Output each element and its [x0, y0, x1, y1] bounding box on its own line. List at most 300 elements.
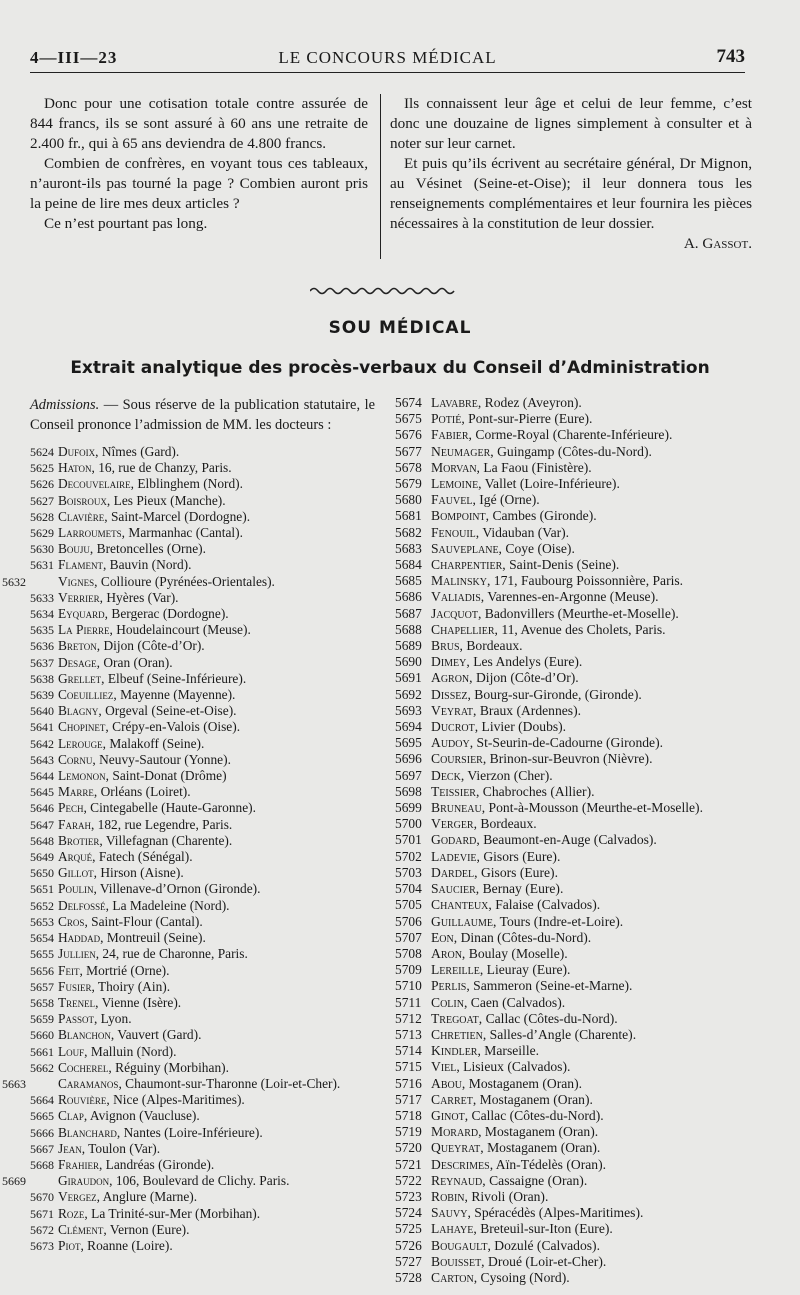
doctor-name: Larroumets, [58, 525, 126, 541]
doctor-name: Bougault, [431, 1237, 491, 1253]
list-item [395, 930, 765, 946]
list-item [395, 881, 765, 897]
doctor-name: Frahier, [58, 1156, 103, 1172]
doctor-location: Bretoncelles (Orne). [96, 541, 206, 557]
article-right-column [390, 94, 752, 254]
list-item [395, 427, 765, 443]
doctor-name: Ducrot, [431, 719, 479, 735]
doctor-name: Vergez, [58, 1189, 101, 1205]
doctor-name: Guillaume, [431, 913, 497, 929]
admission-number: 5691 [395, 670, 422, 686]
doctor-location: Boulay (Moselle). [468, 945, 568, 961]
doctor-location: Bauvin (Nord). [109, 557, 192, 573]
doctor-location: Beaumont-en-Auge (Calvados). [483, 832, 657, 848]
paragraph: Ce n’est pourtant pas long. [44, 215, 208, 232]
list-item [395, 832, 765, 848]
doctor-location: Corme-Royal (Charente-Inférieure). [475, 427, 673, 443]
doctor-location: Nice (Alpes-Maritimes). [113, 1092, 245, 1108]
doctor-name: Dufoix, [58, 444, 99, 459]
doctor-name: Descrimes, [431, 1156, 494, 1172]
list-item [395, 751, 765, 767]
admission-number: 5715 [395, 1059, 422, 1075]
doctor-location: Hyères (Var). [106, 589, 179, 605]
list-item [395, 1059, 765, 1075]
list-item [30, 1157, 375, 1173]
admission-number: 5642 [30, 736, 54, 751]
doctor-location: Les Andelys (Eure). [473, 654, 583, 670]
doctor-name: Sauveplane, [431, 540, 502, 556]
admission-number: 5685 [395, 573, 422, 589]
doctor-location: Salles-d’Angle (Charente). [489, 1026, 637, 1042]
admission-number: 5727 [395, 1253, 422, 1269]
list-item [395, 557, 765, 573]
doctor-location: Mostaganem (Oran). [487, 1140, 601, 1156]
doctor-location: Rodez (Aveyron). [484, 395, 582, 410]
list-item [395, 1270, 765, 1286]
doctor-name: Poulin, [58, 881, 97, 897]
list-item [2, 1075, 375, 1092]
list-item [395, 589, 765, 605]
list-item [30, 1189, 375, 1205]
list-item [30, 800, 375, 816]
doctor-name: Jacquot, [431, 605, 482, 621]
list-item [395, 508, 765, 524]
list-item [395, 492, 765, 508]
doctor-location: Hirson (Aisne). [100, 865, 184, 881]
doctor-name: Malinsky, [431, 573, 491, 589]
article-end [30, 94, 750, 264]
doctor-name: Breton, [58, 638, 101, 654]
list-item [30, 655, 375, 671]
list-item [2, 573, 375, 590]
admission-number: 5718 [395, 1107, 422, 1123]
doctor-name: Jullien, [58, 946, 100, 962]
doctor-name: Bompoint, [431, 508, 490, 524]
author-signature: A. Gassot. [683, 235, 752, 252]
admission-number: 5712 [395, 1010, 422, 1026]
doctor-location: Gisors (Eure). [480, 864, 558, 880]
admission-number: 5652 [30, 898, 54, 913]
list-item [30, 930, 375, 946]
admission-number: 5624 [30, 445, 54, 459]
doctor-location: Dijon (Côte-d’Or). [103, 638, 205, 654]
doctor-location: Guingamp (Côtes-du-Nord). [497, 443, 652, 459]
doctor-name: Colin, [431, 994, 468, 1010]
list-item [30, 963, 375, 979]
admission-number: 5723 [395, 1188, 422, 1204]
admission-number: 5659 [30, 1012, 54, 1027]
admission-number: 5707 [395, 929, 422, 945]
admission-number: 5645 [30, 785, 54, 800]
admission-number: 5657 [30, 979, 54, 994]
list-item [2, 1173, 375, 1189]
admissions-text: — Sous réserve de la publication statutaire, le Conseil prononce l’admission de MM. les docteurs : [30, 397, 375, 433]
doctor-name: Delfossé, [58, 897, 110, 913]
list-item [395, 946, 765, 962]
admission-number: 5638 [30, 671, 54, 686]
section-subtitle: Extrait analytique des procès-verbaux du Conseil d’Administration [70, 358, 710, 378]
doctor-name: Roze, [58, 1205, 88, 1221]
doctor-location: La Madeleine (Nord). [112, 897, 230, 913]
doctor-location: Avignon (Vaucluse). [89, 1108, 200, 1124]
admission-number: 5689 [395, 638, 422, 654]
list-item [395, 1027, 765, 1043]
admission-number: 5675 [395, 411, 422, 427]
admission-number: 5721 [395, 1156, 422, 1172]
list-item [395, 1173, 765, 1189]
doctor-name: Cornu, [58, 751, 96, 767]
admission-number: 5728 [395, 1269, 422, 1285]
doctor-location: Lisieux (Calvados). [463, 1059, 571, 1075]
doctor-location: La Faou (Finistère). [483, 459, 592, 475]
doctor-location: Malluin (Nord). [90, 1043, 177, 1059]
list-item [30, 671, 375, 687]
doctor-name: Dissez, [431, 686, 471, 702]
doctor-location: Lieuray (Eure). [486, 962, 571, 978]
doctor-name: Verrier, [58, 589, 104, 605]
doctor-location: Cassaigne (Oran). [489, 1172, 588, 1188]
admission-number: 5648 [30, 833, 54, 848]
admission-number: 5678 [395, 459, 422, 475]
admission-number: 5726 [395, 1237, 422, 1253]
doctor-name: Lemoine, [431, 476, 482, 492]
admission-number: 5692 [395, 686, 422, 702]
doctor-location: Pont-sur-Pierre (Eure). [468, 411, 593, 427]
doctor-location: 171, Faubourg Poissonnière, Paris. [493, 573, 684, 589]
list-item [30, 849, 375, 865]
doctor-name: Saucier, [431, 881, 480, 897]
admission-number: 5665 [30, 1109, 54, 1124]
doctor-location: Brinon-sur-Beuvron (Nièvre). [489, 751, 653, 767]
doctor-location: Oran (Oran). [103, 654, 173, 670]
doctor-name: Boisroux, [58, 492, 111, 508]
list-item [30, 1238, 375, 1254]
admission-number: 5656 [30, 963, 54, 978]
list-item [30, 1108, 375, 1124]
doctor-location: Vauvert (Gard). [117, 1027, 202, 1043]
admission-number: 5634 [30, 607, 54, 622]
doctor-name: Pech, [58, 800, 87, 816]
doctor-location: Cysoing (Nord). [480, 1269, 570, 1285]
doctor-name: Clap, [58, 1108, 88, 1124]
list-item [30, 590, 375, 606]
admission-number: 5669 [2, 1174, 26, 1189]
doctor-name: Lahaye, [431, 1221, 477, 1237]
doctor-location: Breteuil-sur-Iton (Eure). [480, 1221, 613, 1237]
doctor-name: Carret, [431, 1091, 477, 1107]
list-item [395, 638, 765, 654]
doctor-location: Dozulé (Calvados). [494, 1237, 600, 1253]
admission-number: 5674 [395, 395, 422, 410]
list-item [30, 1222, 375, 1238]
admission-number: 5636 [30, 639, 54, 654]
doctor-name: Viel, [431, 1059, 460, 1075]
list-item [395, 411, 765, 427]
doctor-location: 11, Avenue des Cholets, Paris. [501, 621, 666, 637]
doctor-location: Cintegabelle (Haute-Garonne). [90, 800, 256, 816]
doctor-location: Cambes (Gironde). [492, 508, 597, 524]
doctor-location: Spéracédès (Alpes-Maritimes). [474, 1205, 644, 1221]
doctor-name: Valiadis, [431, 589, 485, 605]
admission-number: 5658 [30, 995, 54, 1010]
list-item [30, 1092, 375, 1108]
list-item [30, 493, 375, 509]
admissions-list-right [395, 395, 765, 1286]
admission-number: 5704 [395, 881, 422, 897]
issue-number: 4—III—23 [30, 48, 118, 67]
admission-number: 5643 [30, 752, 54, 767]
admission-number: 5639 [30, 688, 54, 703]
admission-number: 5655 [30, 947, 54, 962]
doctor-name: Jean, [58, 1140, 86, 1156]
paragraph: Et puis qu’ils écrivent au secrétaire général, Dr Mignon, au Vésinet (Seine-et-Oise); il leur donnera tous les renseignements complémentaires et leur fournira les pièces nécessaires à la constitution de leur dossier. [390, 155, 752, 232]
list-item [395, 622, 765, 638]
list-item [30, 703, 375, 719]
list-item [395, 573, 765, 589]
doctor-name: Abou, [431, 1075, 466, 1091]
doctor-name: Carton, [431, 1269, 478, 1285]
list-item [395, 1157, 765, 1173]
admission-number: 5670 [30, 1190, 54, 1205]
list-item [395, 1221, 765, 1237]
column-divider [380, 94, 381, 259]
doctor-location: Dinan (Côtes-du-Nord). [460, 929, 592, 945]
doctor-location: Mortrié (Orne). [86, 962, 170, 978]
admission-number: 5629 [30, 526, 54, 541]
list-item [395, 1140, 765, 1156]
admission-number: 5687 [395, 605, 422, 621]
doctor-location: Tours (Indre-et-Loire). [499, 913, 624, 929]
admission-number: 5628 [30, 509, 54, 524]
doctor-location: Bernay (Eure). [482, 881, 564, 897]
list-item [395, 978, 765, 994]
doctor-location: St-Seurin-de-Cadourne (Gironde). [476, 735, 663, 751]
doctor-name: Brotier, [58, 832, 103, 848]
doctor-name: Piot, [58, 1237, 84, 1253]
admission-number: 5699 [395, 800, 422, 816]
doctor-name: Lereille, [431, 962, 484, 978]
doctor-name: Potié, [431, 411, 465, 427]
doctor-name: Blagny, [58, 703, 102, 719]
paragraph: Donc pour une cotisation totale contre assurée de 844 francs, ils se sont assuré à 60 ans une retraite de 2.400 fr., qui à 65 ans deviendra de 4.800 francs. [30, 95, 368, 152]
list-item [30, 1044, 375, 1060]
doctor-name: Queyrat, [431, 1140, 484, 1156]
doctor-name: Gillot, [58, 865, 98, 881]
list-item [30, 865, 375, 881]
admission-number: 5709 [395, 962, 422, 978]
list-item [395, 460, 765, 476]
doctor-location: Droué (Loir-et-Cher). [488, 1253, 607, 1269]
doctor-location: Réguiny (Morbihan). [115, 1059, 229, 1075]
doctor-name: Coeuilliez, [58, 687, 117, 703]
journal-title: LE CONCOURS MÉDICAL [278, 48, 497, 67]
doctor-location: Houdelaincourt (Meuse). [116, 622, 251, 638]
doctor-location: Saint-Donat (Drôme) [112, 768, 227, 784]
doctor-name: Fenouil, [431, 524, 480, 540]
admission-number: 5719 [395, 1124, 422, 1140]
admission-number: 5671 [30, 1206, 54, 1221]
doctor-name: Passot, [58, 1011, 98, 1027]
doctor-location: Lyon. [100, 1011, 132, 1027]
doctor-location: Toulon (Var). [88, 1140, 161, 1156]
doctor-name: Eyquard, [58, 606, 109, 622]
doctor-name: Bruneau, [431, 800, 486, 816]
admission-number: 5662 [30, 1060, 54, 1075]
admission-number: 5666 [30, 1125, 54, 1140]
admission-number: 5649 [30, 850, 54, 865]
doctor-name: Tregoat, [431, 1010, 483, 1026]
doctor-location: 24, rue de Charonne, Paris. [102, 946, 248, 962]
doctor-location: Gisors (Eure). [483, 848, 561, 864]
admission-number: 5725 [395, 1221, 422, 1237]
admission-number: 5682 [395, 524, 422, 540]
admissions-list-left [2, 444, 375, 1254]
list-item [30, 638, 375, 654]
doctor-location: Aïn-Tédelès (Oran). [495, 1156, 606, 1172]
admission-number: 5711 [395, 994, 422, 1010]
doctor-location: Bordeaux. [480, 816, 537, 832]
doctor-location: Bergerac (Dordogne). [111, 606, 229, 622]
list-item [30, 525, 375, 541]
admission-number: 5693 [395, 702, 422, 718]
doctor-location: Neuvy-Sautour (Yonne). [99, 751, 231, 767]
doctor-name: Ladevie, [431, 848, 480, 864]
doctor-location: Saint-Denis (Seine). [509, 557, 620, 573]
list-item [30, 833, 375, 849]
doctor-location: 106, Boulevard de Clichy. Paris. [115, 1173, 290, 1189]
admission-number: 5667 [30, 1141, 54, 1156]
doctor-name: Eon, [431, 929, 458, 945]
doctor-name: Agron, [431, 670, 473, 686]
doctor-name: Reynaud, [431, 1172, 486, 1188]
doctor-location: Montreuil (Seine). [106, 930, 206, 946]
doctor-location: Collioure (Pyrénées-Orientales). [100, 573, 275, 589]
doctor-name: Chretien, [431, 1026, 487, 1042]
list-item [395, 395, 765, 411]
list-item [30, 1206, 375, 1222]
admission-number: 5706 [395, 913, 422, 929]
list-item [395, 897, 765, 913]
admission-number: 5653 [30, 914, 54, 929]
doctor-name: Rouvière, [58, 1092, 110, 1108]
list-item [395, 703, 765, 719]
admissions-right-column [395, 395, 765, 1286]
doctor-location: Vienne (Isère). [101, 994, 182, 1010]
list-item [395, 541, 765, 557]
doctor-name: Bouju, [58, 541, 94, 557]
admission-number: 5696 [395, 751, 422, 767]
doctor-name: Lemonon, [58, 768, 110, 784]
list-item [30, 719, 375, 735]
list-item [395, 784, 765, 800]
doctor-location: Sammeron (Seine-et-Marne). [473, 978, 633, 994]
doctor-location: Anglure (Marne). [102, 1189, 198, 1205]
doctor-location: Marseille. [484, 1043, 540, 1059]
list-item [395, 865, 765, 881]
doctor-name: Audoy, [431, 735, 474, 751]
doctor-location: Vernon (Eure). [109, 1221, 190, 1237]
list-item [395, 1254, 765, 1270]
admission-number: 5663 [2, 1076, 26, 1091]
admission-number: 5651 [30, 882, 54, 897]
doctor-name: Chapellier, [431, 621, 498, 637]
admission-number: 5635 [30, 623, 54, 638]
page-number: 743 [716, 46, 745, 67]
list-item [30, 622, 375, 638]
doctor-location: Thoiry (Ain). [97, 978, 171, 994]
admission-number: 5717 [395, 1091, 422, 1107]
admission-number: 5630 [30, 542, 54, 557]
doctor-name: Morard, [431, 1124, 482, 1140]
admission-number: 5714 [395, 1043, 422, 1059]
doctor-location: Igé (Orne). [479, 492, 540, 508]
doctor-name: Vignes, [58, 573, 98, 589]
list-item [30, 784, 375, 800]
doctor-name: Desage, [58, 654, 101, 670]
admission-number: 5705 [395, 897, 422, 913]
separator-ornament [310, 286, 460, 296]
admission-number: 5647 [30, 817, 54, 832]
admission-number: 5710 [395, 978, 422, 994]
list-item [30, 946, 375, 962]
doctor-location: Coye (Oise). [505, 540, 575, 556]
doctor-location: Roanne (Loire). [87, 1237, 173, 1253]
paragraph: Ils connaissent leur âge et celui de leur femme, c’est donc une douzaine de lignes simplement à consulter et à noter sur leur carnet. [390, 95, 752, 152]
doctor-location: Callac (Côtes-du-Nord). [471, 1107, 604, 1123]
doctor-location: Falaise (Calvados). [495, 897, 601, 913]
admissions-label: Admissions. [30, 397, 100, 413]
admission-number: 5627 [30, 493, 54, 508]
list-item [395, 687, 765, 703]
doctor-name: Teissier, [431, 783, 480, 799]
doctor-location: Fatech (Sénégal). [98, 849, 193, 865]
doctor-location: Orgeval (Seine-et-Oise). [105, 703, 237, 719]
doctor-location: Mostaganem (Oran). [479, 1091, 593, 1107]
article-left-column [30, 94, 368, 234]
list-item [395, 1011, 765, 1027]
admission-number: 5690 [395, 654, 422, 670]
doctor-name: Kindler, [431, 1043, 481, 1059]
doctor-name: Bouisset, [431, 1253, 485, 1269]
doctor-location: Callac (Côtes-du-Nord). [485, 1010, 618, 1026]
section-title: SOU MÉDICAL [328, 318, 472, 338]
list-item [30, 736, 375, 752]
list-item [395, 1092, 765, 1108]
list-item [395, 849, 765, 865]
doctor-location: Badonvillers (Meurthe-et-Moselle). [484, 605, 679, 621]
list-item [395, 800, 765, 816]
doctor-name: Cocherel, [58, 1059, 112, 1075]
list-item [395, 1124, 765, 1140]
page-header [30, 46, 745, 73]
admissions-intro [30, 395, 375, 435]
doctor-name: Ginot, [431, 1107, 469, 1123]
doctor-name: Clavière, [58, 508, 108, 524]
doctor-location: Mayenne (Mayenne). [120, 687, 236, 703]
doctor-location: Pont-à-Mousson (Meurthe-et-Moselle). [488, 800, 703, 816]
doctor-location: Nîmes (Gard). [101, 444, 180, 459]
doctor-name: Trenel, [58, 994, 99, 1010]
admission-number: 5644 [30, 769, 54, 784]
doctor-name: Blanchard, [58, 1124, 121, 1140]
doctor-location: Malakoff (Seine). [109, 735, 205, 751]
doctor-name: Dardel, [431, 864, 478, 880]
doctor-name: Morvan, [431, 459, 480, 475]
doctor-name: Robin, [431, 1188, 468, 1204]
list-item [30, 1125, 375, 1141]
admission-number: 5676 [395, 427, 422, 443]
list-item [30, 752, 375, 768]
